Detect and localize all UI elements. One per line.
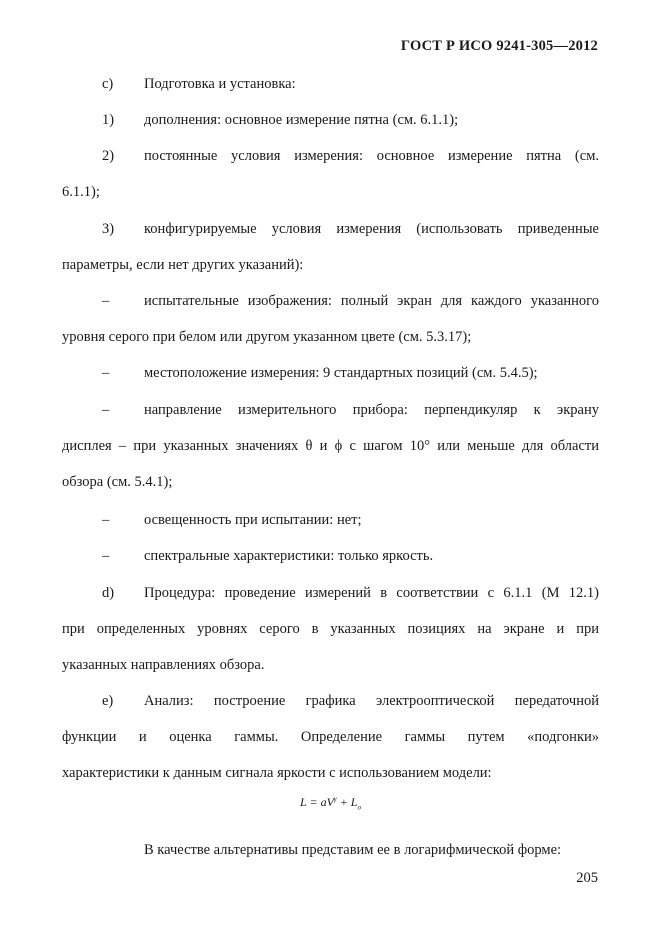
text-line bbox=[62, 392, 599, 428]
line-text: при определенных уровнях серого в указанных позициях на экране и при bbox=[62, 621, 599, 637]
closing-line: В качестве альтернативы представим ее в логарифмической форме: bbox=[144, 842, 562, 858]
text-line bbox=[62, 319, 599, 355]
line-text: характеристики к данным сигнала яркости с использованием модели: bbox=[62, 765, 492, 781]
line-text: дополнения: основное измерение пятна (см. 6.1.1); bbox=[144, 112, 459, 128]
line-text: местоположение измерения: 9 стандартных позиций (см. 5.4.5); bbox=[144, 365, 538, 381]
line-text: уровня серого при белом или другом указанном цвете (см. 5.3.17); bbox=[62, 329, 472, 345]
list-marker: e) bbox=[102, 693, 114, 709]
line-text: Подготовка и установка: bbox=[144, 76, 296, 92]
text-line bbox=[62, 428, 599, 464]
text-line bbox=[62, 174, 599, 210]
line-text: функции и оценка гаммы. Определение гаммы путем «подгонки» bbox=[62, 729, 599, 745]
text-line bbox=[62, 138, 599, 174]
text-line bbox=[62, 247, 599, 283]
list-item bbox=[62, 538, 599, 574]
list-item bbox=[62, 502, 599, 538]
text-line bbox=[62, 719, 599, 755]
line-text: освещенность при испытании: нет; bbox=[144, 512, 362, 528]
text-line bbox=[62, 102, 599, 138]
page-number: 205 bbox=[576, 870, 598, 886]
list-marker: 1) bbox=[102, 112, 115, 128]
line-text: Процедура: проведение измерений в соответствии с 6.1.1 (М 12.1) bbox=[144, 585, 599, 601]
list-marker: d) bbox=[102, 585, 115, 601]
list-item bbox=[62, 355, 599, 391]
text-line bbox=[62, 755, 599, 791]
line-text: обзора (см. 5.4.1); bbox=[62, 474, 173, 490]
line-text: постоянные условия измерения: основное измерение пятна (см. bbox=[144, 148, 599, 164]
list-item bbox=[62, 683, 599, 791]
text-line bbox=[62, 211, 599, 247]
line-text: дисплея – при указанных значениях θ и ϕ с шагом 10° или меньше для области bbox=[62, 438, 599, 454]
formula-lhs: L = aV bbox=[300, 795, 334, 809]
list-marker: – bbox=[102, 512, 110, 528]
list-marker: – bbox=[102, 365, 110, 381]
list-marker: c) bbox=[102, 76, 114, 92]
text-line bbox=[62, 464, 599, 500]
list-item bbox=[62, 211, 599, 283]
list-item bbox=[62, 392, 599, 500]
list-item bbox=[62, 138, 599, 210]
closing-paragraph bbox=[62, 832, 599, 868]
list-marker: 3) bbox=[102, 221, 115, 237]
formula-exponent: γ bbox=[333, 795, 337, 803]
list-item bbox=[62, 102, 599, 138]
line-text: указанных направлениях обзора. bbox=[62, 657, 265, 673]
line-text: 6.1.1); bbox=[62, 184, 100, 200]
text-line bbox=[62, 538, 599, 574]
line-text: испытательные изображения: полный экран для каждого указанного bbox=[144, 293, 599, 309]
text-line bbox=[62, 611, 599, 647]
list-item bbox=[62, 283, 599, 355]
formula-subscript: o bbox=[357, 803, 361, 812]
standard-header: ГОСТ Р ИСО 9241-305—2012 bbox=[400, 38, 598, 54]
list-marker: – bbox=[102, 548, 110, 564]
list-marker: – bbox=[102, 402, 110, 418]
formula-plus: + L bbox=[336, 795, 358, 809]
line-text: Анализ: построение графика электрооптической передаточной bbox=[144, 693, 599, 709]
line-text: параметры, если нет других указаний): bbox=[62, 257, 304, 273]
list-item bbox=[62, 66, 599, 102]
line-text: направление измерительного прибора: перпендикуляр к экрану bbox=[144, 402, 599, 418]
text-line bbox=[62, 355, 599, 391]
text-line bbox=[62, 502, 599, 538]
text-line bbox=[62, 647, 599, 683]
text-line bbox=[62, 575, 599, 611]
text-line bbox=[62, 66, 599, 102]
line-text: спектральные характеристики: только яркость. bbox=[144, 548, 434, 564]
line-text: конфигурируемые условия измерения (использовать приведенные bbox=[144, 221, 599, 237]
text-line bbox=[62, 683, 599, 719]
text-line bbox=[62, 283, 599, 319]
list-item bbox=[62, 575, 599, 683]
gamma-formula bbox=[0, 795, 661, 811]
list-marker: 2) bbox=[102, 148, 115, 164]
list-marker: – bbox=[102, 293, 110, 309]
